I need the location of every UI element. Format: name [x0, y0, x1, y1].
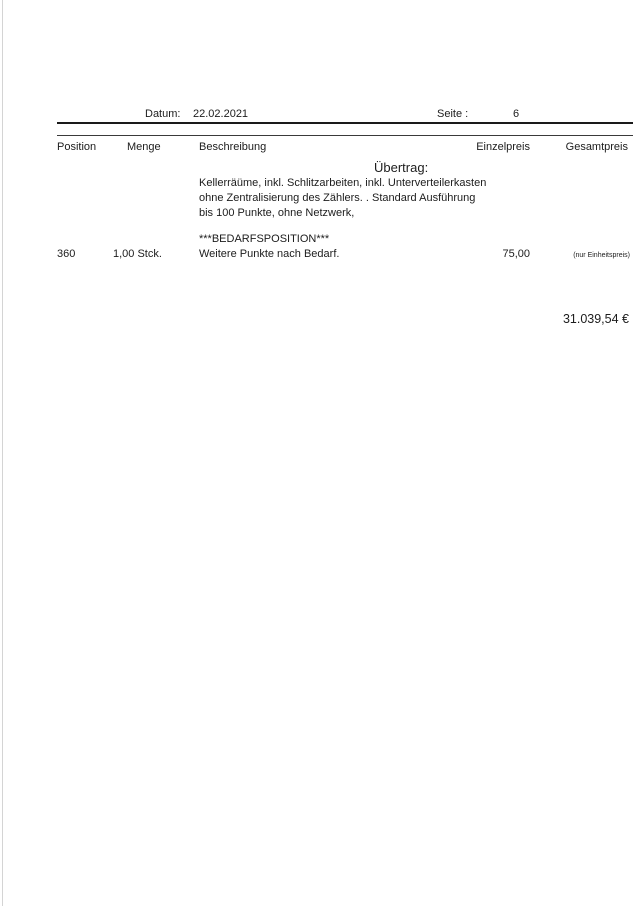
page-edge-divider	[2, 0, 3, 906]
page-number-label: Seite :	[437, 108, 469, 120]
line-item-position: 360	[57, 248, 76, 260]
line-item-description: Weitere Punkte nach Bedarf.	[199, 248, 340, 260]
carryover-label: Übertrag:	[374, 160, 429, 175]
carryover-description-line: Kellerräüme, inkl. Schlitzarbeiten, inkl. Unterverteilerkasten	[199, 177, 487, 189]
line-item-price-note: (nur Einheitspreis)	[573, 252, 630, 259]
column-header-beschreibung: Beschreibung	[199, 141, 267, 153]
date-label: Datum:	[145, 108, 181, 120]
column-header-menge: Menge	[127, 141, 161, 153]
column-header-einzelpreis: Einzelpreis	[476, 141, 530, 153]
total-amount: 31.039,54 €	[562, 312, 629, 326]
carryover-description	[199, 176, 486, 221]
page-number-value: 6	[513, 108, 520, 120]
line-item-unit-price: 75,00	[502, 248, 530, 260]
header-rule-top	[57, 122, 633, 124]
line-item-heading: ***BEDARFSPOSITION***	[199, 233, 330, 245]
header-rule-bottom	[57, 135, 633, 136]
carryover-description-line: ohne Zentralisierung des Zählers. . Standard Ausführung	[199, 192, 476, 204]
line-item-quantity: 1,00 Stck.	[113, 248, 162, 260]
column-header-gesamtpreis: Gesamtpreis	[565, 141, 628, 153]
carryover-description-line: bis 100 Punkte, ohne Netzwerk,	[199, 207, 355, 219]
date-value: 22.02.2021	[193, 108, 249, 120]
column-header-position: Position	[57, 141, 97, 153]
